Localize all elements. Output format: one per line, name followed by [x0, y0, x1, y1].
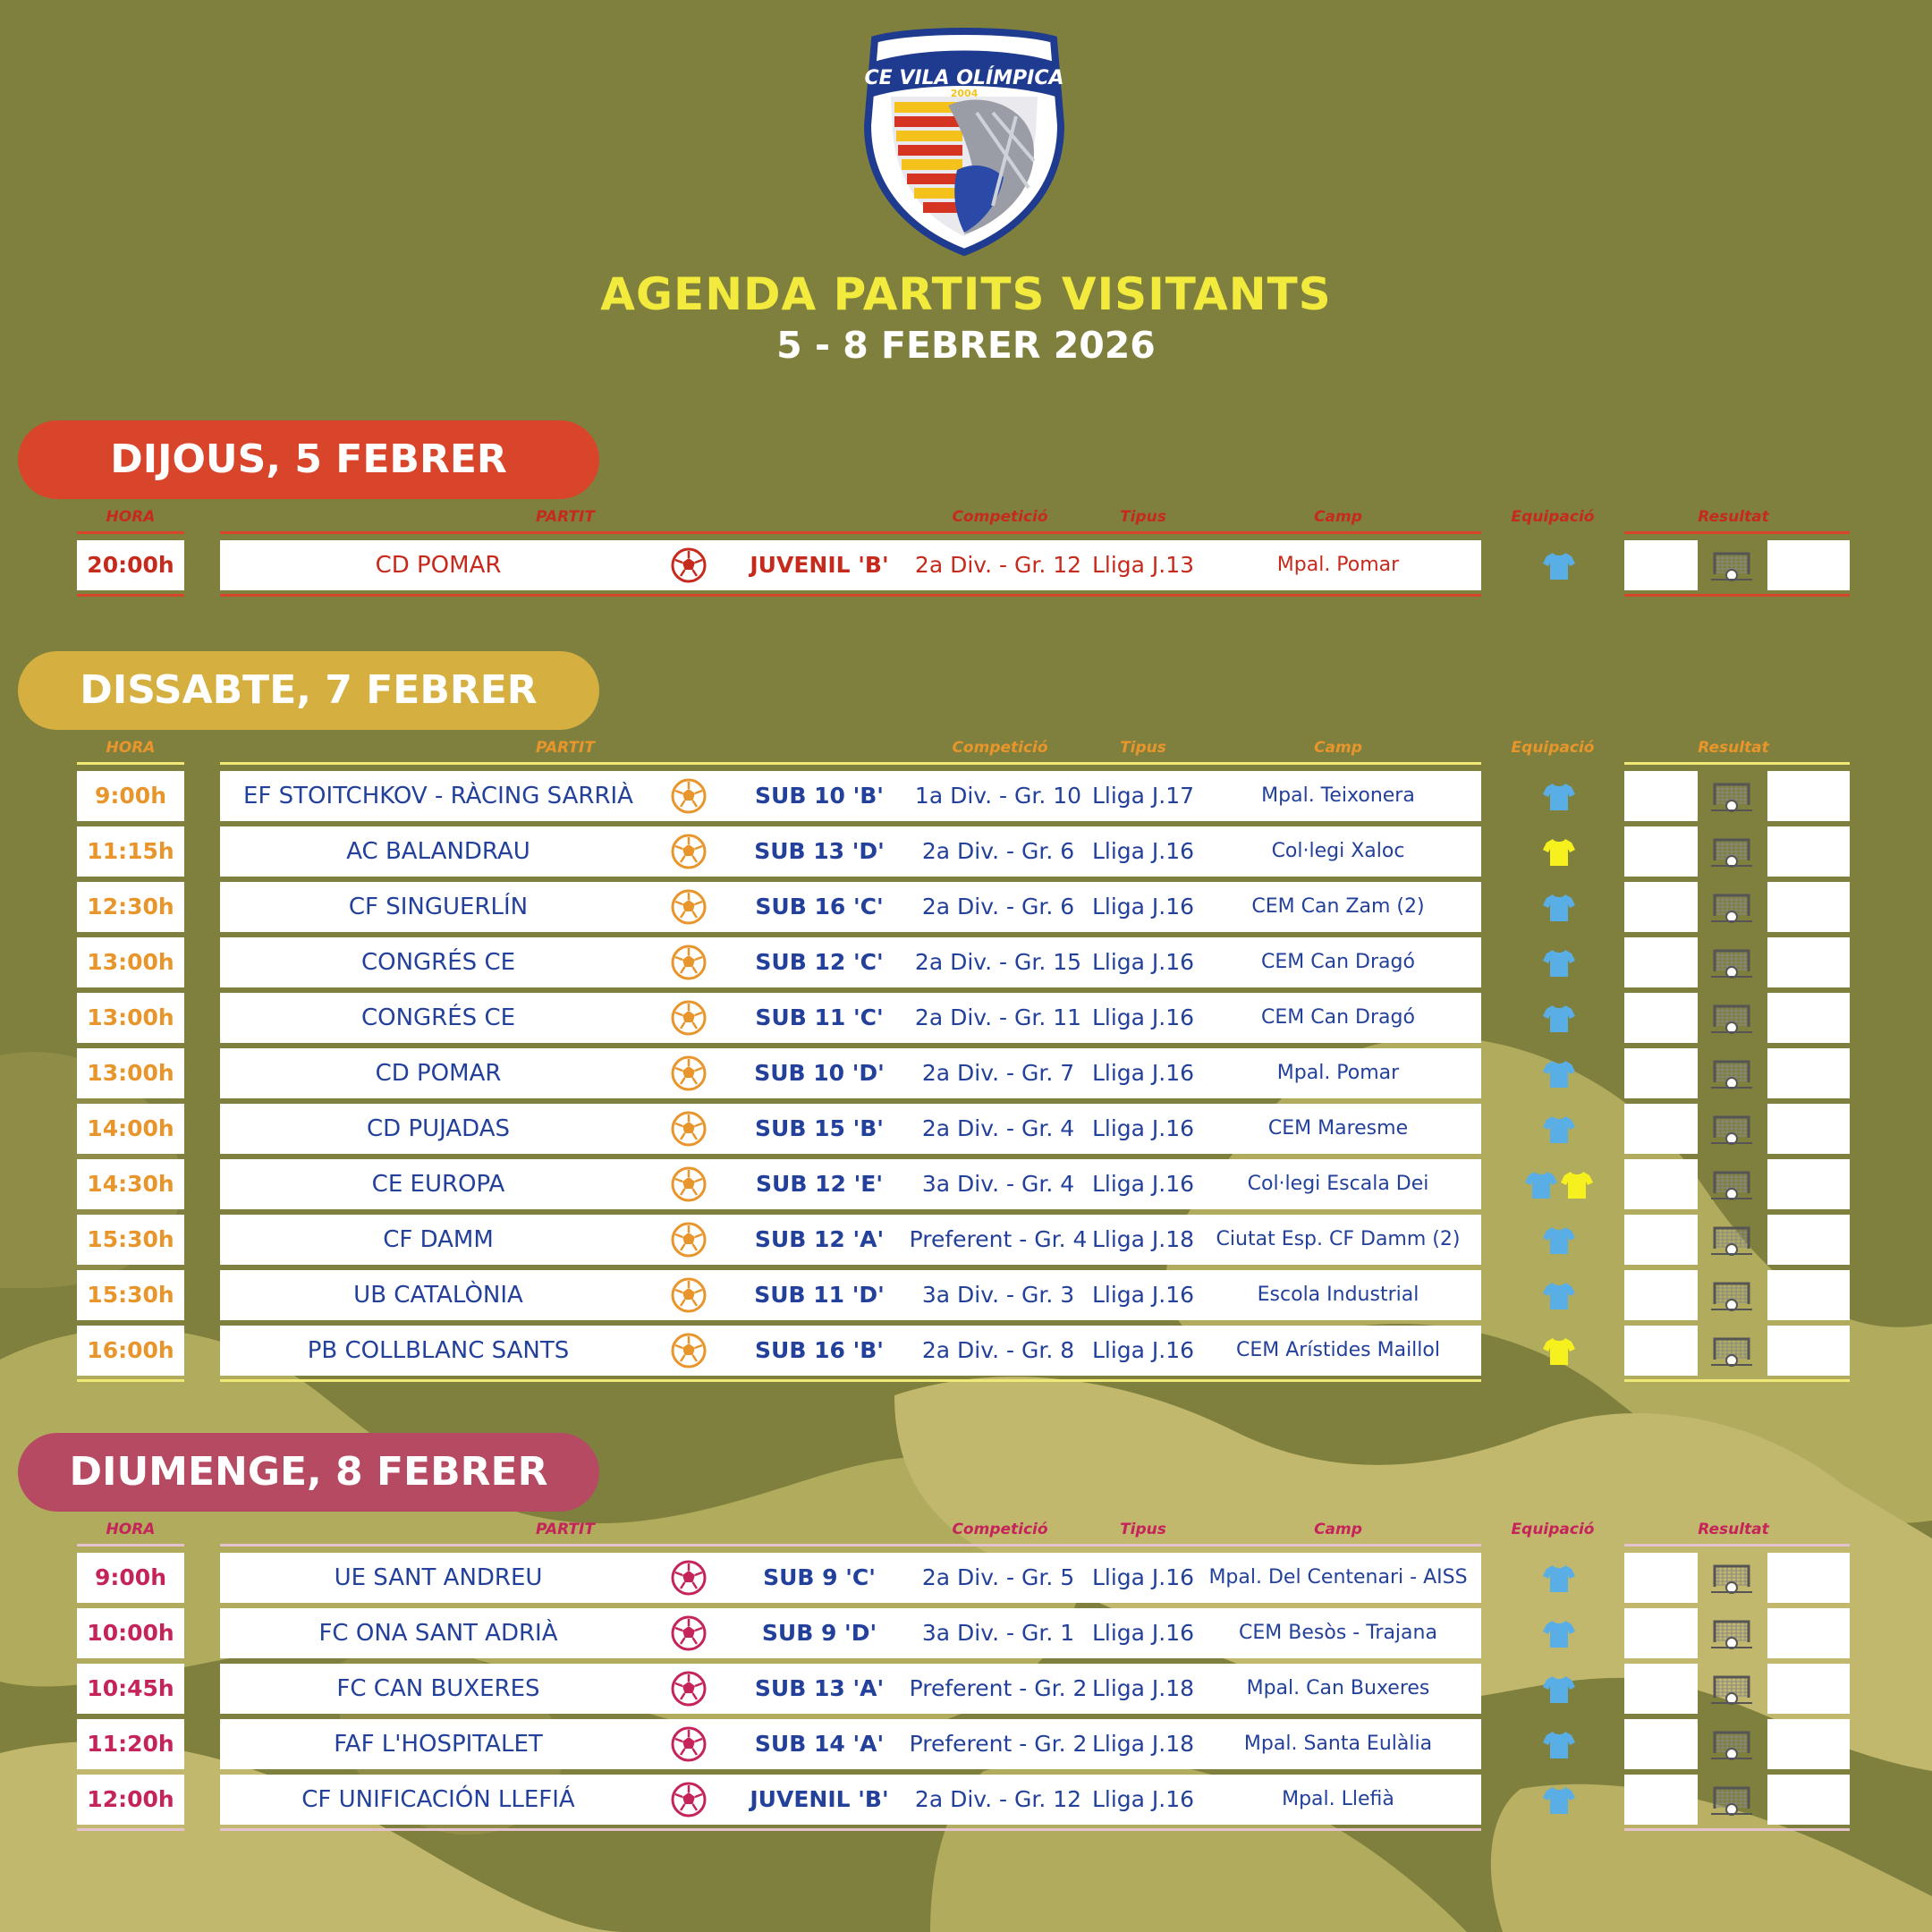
match-time: 15:30h: [87, 1282, 174, 1308]
team-category: JUVENIL 'B': [750, 1786, 889, 1812]
match-row: [0, 1159, 1932, 1209]
section-bottom-divider: [1624, 1828, 1850, 1831]
football-icon: [670, 1221, 708, 1258]
blue-shirt-icon: [1543, 1619, 1575, 1649]
match-row: [0, 1553, 1932, 1603]
section-bottom-divider: [220, 594, 1481, 597]
away-score-box[interactable]: [1767, 771, 1850, 821]
column-header-equipacio: Equipació: [1511, 739, 1595, 757]
blue-shirt-icon: [1543, 782, 1575, 812]
competition: 2a Div. - Gr. 4: [921, 1115, 1075, 1141]
team-category: SUB 14 'A': [754, 1731, 885, 1757]
match-type: Lliga J.16: [1091, 894, 1195, 919]
competition: 2a Div. - Gr. 8: [921, 1337, 1075, 1363]
match-type: Lliga J.16: [1091, 1786, 1195, 1812]
match-type: Lliga J.16: [1091, 1620, 1195, 1646]
blue-shirt-icon: [1543, 1674, 1575, 1705]
column-header-camp: Camp: [1314, 1521, 1362, 1538]
competition: 2a Div. - Gr. 15: [914, 949, 1082, 975]
competition: 2a Div. - Gr. 12: [914, 1786, 1082, 1812]
column-header-partit: PARTIT: [536, 739, 595, 757]
blue-shirt-icon: [1543, 1785, 1575, 1816]
venue: Mpal. Pomar: [1276, 554, 1400, 576]
match-row: [0, 1215, 1932, 1265]
section-bottom-divider: [1624, 1379, 1850, 1382]
match-time: 15:30h: [87, 1226, 174, 1252]
competition: 2a Div. - Gr. 6: [921, 894, 1075, 919]
opponent-team: EF STOITCHKOV - RÀCING SARRIÀ: [243, 783, 633, 809]
away-score-box[interactable]: [1767, 1608, 1850, 1658]
venue: CEM Besòs - Trajana: [1239, 1622, 1437, 1644]
team-category: SUB 11 'D': [754, 1282, 885, 1308]
competition: 3a Div. - Gr. 3: [921, 1282, 1075, 1308]
match-row: [0, 1664, 1932, 1714]
team-category: SUB 9 'D': [761, 1620, 877, 1646]
header-divider: [220, 531, 1481, 534]
match-time: 13:00h: [87, 1060, 174, 1086]
competition: Preferent - Gr. 2: [909, 1731, 1088, 1757]
column-header-equipacio: Equipació: [1511, 508, 1595, 526]
goal-icon: [1711, 1619, 1752, 1649]
home-score-box[interactable]: [1624, 771, 1698, 821]
match-type: Lliga J.13: [1091, 552, 1195, 578]
goal-icon: [1711, 948, 1752, 979]
day-header: DISSABTE, 7 FEBRER: [18, 651, 599, 730]
header-divider: [220, 1544, 1481, 1546]
yellow-shirt-icon: [1543, 1336, 1575, 1367]
match-time: 13:00h: [87, 1004, 174, 1030]
match-time: 9:00h: [95, 783, 166, 809]
column-header-hora: HORA: [106, 1521, 156, 1538]
goal-icon: [1711, 1170, 1752, 1200]
competition: 2a Div. - Gr. 7: [921, 1060, 1075, 1086]
home-score-box[interactable]: [1624, 937, 1698, 987]
date-range: 5 - 8 FEBRER 2026: [776, 324, 1156, 367]
home-score-box[interactable]: [1624, 1775, 1698, 1825]
match-time: 10:45h: [87, 1675, 174, 1701]
away-score-box[interactable]: [1767, 1553, 1850, 1603]
team-category: SUB 11 'C': [755, 1004, 884, 1030]
club-crest-logo: [859, 27, 1070, 258]
home-score-box[interactable]: [1624, 1159, 1698, 1209]
football-icon: [670, 1055, 708, 1092]
column-header-partit: PARTIT: [536, 1521, 595, 1538]
football-icon: [670, 944, 708, 981]
column-header-tipus: Tipus: [1120, 1521, 1166, 1538]
column-header-competicio: Competició: [952, 1521, 1048, 1538]
team-category: SUB 16 'B': [755, 1337, 884, 1363]
column-header-resultat: Resultat: [1698, 508, 1769, 526]
football-icon: [670, 1276, 708, 1314]
venue: CEM Can Dragó: [1261, 1006, 1415, 1029]
home-score-box[interactable]: [1624, 1326, 1698, 1376]
goal-icon: [1711, 1225, 1752, 1256]
competition: 2a Div. - Gr. 6: [921, 838, 1075, 864]
match-time: 10:00h: [87, 1620, 174, 1646]
goal-icon: [1711, 1004, 1752, 1034]
section-bottom-divider: [77, 1379, 184, 1382]
team-category: SUB 12 'C': [755, 949, 884, 975]
column-header-hora: HORA: [106, 508, 156, 526]
competition: 2a Div. - Gr. 5: [921, 1564, 1075, 1590]
football-icon: [670, 1165, 708, 1203]
blue-shirt-icon: [1543, 1225, 1575, 1256]
opponent-team: FC CAN BUXERES: [336, 1675, 540, 1702]
match-row: [0, 771, 1932, 821]
away-score-box[interactable]: [1767, 1326, 1850, 1376]
header-divider: [1624, 762, 1850, 765]
venue: Mpal. Pomar: [1276, 1062, 1400, 1084]
venue: CEM Maresme: [1267, 1117, 1409, 1140]
away-score-box[interactable]: [1767, 1048, 1850, 1098]
home-score-box[interactable]: [1624, 1608, 1698, 1658]
goal-icon: [1711, 837, 1752, 868]
home-score-box[interactable]: [1624, 882, 1698, 932]
team-category: SUB 12 'A': [754, 1226, 885, 1252]
column-header-hora: HORA: [106, 739, 156, 757]
opponent-team: CF UNIFICACIÓN LLEFIÁ: [301, 1786, 575, 1813]
header-divider: [220, 762, 1481, 765]
match-type: Lliga J.16: [1091, 1004, 1195, 1030]
match-type: Lliga J.16: [1091, 1171, 1195, 1197]
match-row: [0, 937, 1932, 987]
away-score-box[interactable]: [1767, 1104, 1850, 1154]
opponent-team: CD POMAR: [375, 1060, 502, 1087]
blue-shirt-icon: [1543, 948, 1575, 979]
home-score-box[interactable]: [1624, 826, 1698, 877]
competition: 3a Div. - Gr. 4: [921, 1171, 1075, 1197]
goal-icon: [1711, 1674, 1752, 1705]
column-header-equipacio: Equipació: [1511, 1521, 1595, 1538]
away-score-box[interactable]: [1767, 993, 1850, 1043]
page-title: AGENDA PARTITS VISITANTS: [600, 268, 1332, 320]
away-score-box[interactable]: [1767, 826, 1850, 877]
match-time: 9:00h: [95, 1564, 166, 1590]
football-icon: [670, 1670, 708, 1707]
football-icon: [670, 777, 708, 815]
header-divider: [77, 531, 184, 534]
venue: Col·legi Xaloc: [1271, 840, 1405, 862]
competition: Preferent - Gr. 4: [909, 1226, 1088, 1252]
match-type: Lliga J.16: [1091, 949, 1195, 975]
header-divider: [77, 762, 184, 765]
header-divider: [77, 1544, 184, 1546]
goal-icon: [1711, 1563, 1752, 1594]
opponent-team: CF DAMM: [383, 1226, 494, 1253]
match-row: [0, 1326, 1932, 1376]
opponent-team: UB CATALÒNIA: [353, 1282, 523, 1309]
competition: 2a Div. - Gr. 11: [914, 1004, 1082, 1030]
team-category: SUB 12 'E': [756, 1171, 883, 1197]
venue: Col·legi Escala Dei: [1247, 1173, 1429, 1195]
match-row: [0, 1608, 1932, 1658]
match-type: Lliga J.18: [1091, 1226, 1195, 1252]
opponent-team: PB COLLBLANC SANTS: [307, 1337, 570, 1364]
venue: Mpal. Llefià: [1282, 1788, 1394, 1810]
day-header: DIUMENGE, 8 FEBRER: [18, 1433, 599, 1512]
football-icon: [670, 1559, 708, 1597]
column-header-camp: Camp: [1314, 739, 1362, 757]
football-icon: [670, 833, 708, 870]
opponent-team: CONGRÉS CE: [360, 949, 516, 976]
opponent-team: FAF L'HOSPITALET: [334, 1731, 543, 1758]
yellow-shirt-icon: [1543, 837, 1575, 868]
match-type: Lliga J.16: [1091, 1060, 1195, 1086]
football-icon: [670, 888, 708, 926]
home-score-box[interactable]: [1624, 1270, 1698, 1320]
header-divider: [1624, 531, 1850, 534]
blue-shirt-icon: [1543, 1563, 1575, 1594]
away-score-box[interactable]: [1767, 1215, 1850, 1265]
blue-shirt-icon: [1543, 1114, 1575, 1145]
goal-icon: [1711, 1336, 1752, 1367]
football-icon: [670, 547, 708, 584]
home-score-box[interactable]: [1624, 993, 1698, 1043]
home-score-box[interactable]: [1624, 1553, 1698, 1603]
logo-year: 2004: [950, 88, 979, 99]
column-header-competicio: Competició: [952, 739, 1048, 757]
away-score-box[interactable]: [1767, 1664, 1850, 1714]
logo-text: CE VILA OLÍMPICA: [864, 67, 1064, 89]
yellow-shirt-icon: [1561, 1170, 1593, 1200]
blue-shirt-icon: [1543, 1004, 1575, 1034]
section-bottom-divider: [220, 1828, 1481, 1831]
opponent-team: CD PUJADAS: [367, 1115, 510, 1142]
blue-shirt-icon: [1543, 893, 1575, 923]
opponent-team: CD POMAR: [375, 552, 502, 579]
blue-shirt-icon: [1543, 1730, 1575, 1760]
football-icon: [670, 1332, 708, 1369]
blue-shirt-icon: [1543, 1281, 1575, 1311]
opponent-team: AC BALANDRAU: [346, 838, 530, 865]
match-time: 12:30h: [87, 894, 174, 919]
section-bottom-divider: [77, 594, 184, 597]
opponent-team: UE SANT ANDREU: [334, 1564, 543, 1591]
blue-shirt-icon: [1525, 1170, 1557, 1200]
away-score-box[interactable]: [1767, 1719, 1850, 1769]
match-type: Lliga J.16: [1091, 1282, 1195, 1308]
home-score-box[interactable]: [1624, 1215, 1698, 1265]
day-header: DIJOUS, 5 FEBRER: [18, 420, 599, 499]
match-time: 16:00h: [87, 1337, 174, 1363]
match-type: Lliga J.16: [1091, 838, 1195, 864]
venue: CEM Arístides Maillol: [1236, 1339, 1440, 1361]
venue: Mpal. Santa Eulàlia: [1243, 1733, 1433, 1755]
football-icon: [670, 1725, 708, 1763]
home-score-box[interactable]: [1624, 1048, 1698, 1098]
section-bottom-divider: [220, 1379, 1481, 1382]
match-time: 20:00h: [87, 552, 174, 578]
match-row: [0, 826, 1932, 877]
goal-icon: [1711, 1059, 1752, 1089]
match-row: [0, 1104, 1932, 1154]
header-divider: [1624, 1544, 1850, 1546]
match-row: [0, 882, 1932, 932]
column-header-competicio: Competició: [952, 508, 1048, 526]
team-category: SUB 13 'A': [754, 1675, 885, 1701]
section-bottom-divider: [77, 1828, 184, 1831]
column-header-resultat: Resultat: [1698, 739, 1769, 757]
match-type: Lliga J.16: [1091, 1564, 1195, 1590]
venue: CEM Can Zam (2): [1251, 895, 1425, 918]
opponent-team: CF SINGUERLÍN: [348, 894, 529, 920]
team-category: SUB 9 'C': [763, 1564, 876, 1590]
competition: Preferent - Gr. 2: [909, 1675, 1088, 1701]
team-category: SUB 15 'B': [755, 1115, 884, 1141]
match-row: [0, 1048, 1932, 1098]
blue-shirt-icon: [1543, 551, 1575, 581]
away-score-box[interactable]: [1767, 540, 1850, 590]
match-time: 13:00h: [87, 949, 174, 975]
venue: Mpal. Del Centenari - AISS: [1208, 1566, 1468, 1589]
team-category: SUB 10 'B': [755, 783, 884, 809]
home-score-box[interactable]: [1624, 540, 1698, 590]
goal-icon: [1711, 893, 1752, 923]
goal-icon: [1711, 1730, 1752, 1760]
section-bottom-divider: [1624, 594, 1850, 597]
home-score-box[interactable]: [1624, 1719, 1698, 1769]
match-row: [0, 540, 1932, 590]
column-header-resultat: Resultat: [1698, 1521, 1769, 1538]
football-icon: [670, 1614, 708, 1652]
away-score-box[interactable]: [1767, 1159, 1850, 1209]
column-header-partit: PARTIT: [536, 508, 595, 526]
goal-icon: [1711, 1785, 1752, 1816]
venue: Mpal. Teixonera: [1261, 784, 1415, 807]
team-category: SUB 10 'D': [754, 1060, 885, 1086]
away-score-box[interactable]: [1767, 937, 1850, 987]
football-icon: [670, 1781, 708, 1818]
column-header-tipus: Tipus: [1120, 739, 1166, 757]
home-score-box[interactable]: [1624, 1104, 1698, 1154]
column-header-camp: Camp: [1314, 508, 1362, 526]
blue-shirt-icon: [1543, 1059, 1575, 1089]
competition: 2a Div. - Gr. 12: [914, 552, 1082, 578]
team-category: SUB 16 'C': [755, 894, 884, 919]
opponent-team: FC ONA SANT ADRIÀ: [318, 1620, 558, 1647]
venue: Ciutat Esp. CF Damm (2): [1216, 1228, 1461, 1250]
team-category: JUVENIL 'B': [750, 552, 889, 578]
match-time: 11:15h: [87, 838, 174, 864]
venue: CEM Can Dragó: [1261, 951, 1415, 973]
match-type: Lliga J.18: [1091, 1731, 1195, 1757]
match-row: [0, 1719, 1932, 1769]
opponent-team: CE EUROPA: [371, 1171, 505, 1198]
match-time: 14:00h: [87, 1115, 174, 1141]
match-time: 12:00h: [87, 1786, 174, 1812]
competition: 3a Div. - Gr. 1: [921, 1620, 1075, 1646]
away-score-box[interactable]: [1767, 882, 1850, 932]
match-type: Lliga J.17: [1091, 783, 1195, 809]
football-icon: [670, 1110, 708, 1148]
home-score-box[interactable]: [1624, 1664, 1698, 1714]
match-row: [0, 1775, 1932, 1825]
football-icon: [670, 999, 708, 1037]
match-type: Lliga J.18: [1091, 1675, 1195, 1701]
away-score-box[interactable]: [1767, 1270, 1850, 1320]
column-header-tipus: Tipus: [1120, 508, 1166, 526]
venue: Escola Industrial: [1257, 1284, 1419, 1306]
match-row: [0, 1270, 1932, 1320]
competition: 1a Div. - Gr. 10: [914, 783, 1082, 809]
match-row: [0, 993, 1932, 1043]
match-time: 14:30h: [87, 1171, 174, 1197]
goal-icon: [1711, 551, 1752, 581]
venue: Mpal. Can Buxeres: [1246, 1677, 1430, 1699]
away-score-box[interactable]: [1767, 1775, 1850, 1825]
goal-icon: [1711, 1114, 1752, 1145]
match-type: Lliga J.16: [1091, 1337, 1195, 1363]
team-category: SUB 13 'D': [754, 838, 885, 864]
goal-icon: [1711, 782, 1752, 812]
opponent-team: CONGRÉS CE: [360, 1004, 516, 1031]
goal-icon: [1711, 1281, 1752, 1311]
match-type: Lliga J.16: [1091, 1115, 1195, 1141]
match-time: 11:20h: [87, 1731, 174, 1757]
